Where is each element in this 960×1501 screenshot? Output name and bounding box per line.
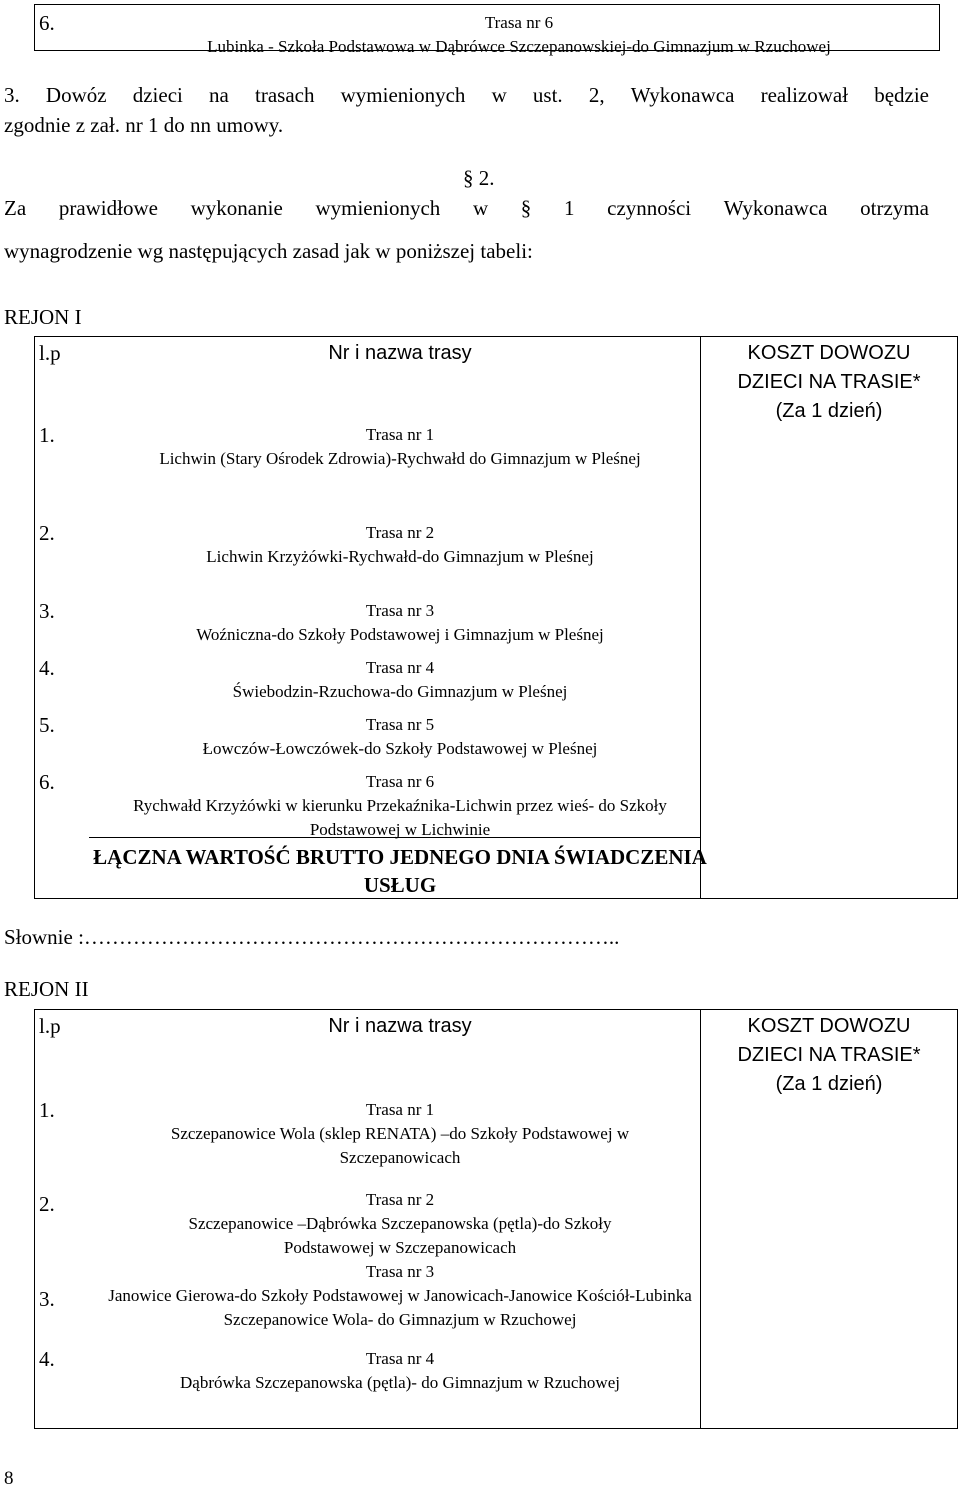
paragraph-word: wymienionych	[340, 83, 466, 107]
route-name: Szczepanowice –Dąbrówka Szczepanowska (pętla)-do Szkoły Podstawowej w Szczepanowicach	[188, 1214, 612, 1257]
route-title	[99, 11, 939, 59]
route-name: Lubinka - Szkoła Podstawowa w Dąbrówce Szczepanowskiej-do Gimnazjum w Rzuchowej	[207, 37, 831, 56]
route-name: Woźniczna-do Szkoły Podstawowej i Gimnazjum w Pleśnej	[196, 625, 604, 644]
header-lp: l.p	[39, 341, 61, 365]
paragraph-word: Wykonawca	[630, 83, 735, 107]
total-label: ŁĄCZNA WARTOŚĆ BRUTTO JEDNEGO DNIA ŚWIADCZENIA USŁUG	[93, 845, 707, 897]
paragraph-3-line-1	[4, 80, 929, 110]
section-heading: § 2.	[463, 166, 495, 190]
section-2-text	[4, 193, 929, 266]
route-cell	[89, 713, 711, 761]
region-2-title: REJON II	[4, 977, 89, 1001]
paragraph-word: trasach	[255, 83, 315, 107]
row-number: 3.	[39, 1287, 55, 1311]
section-2-line-2: wynagrodzenie wg następujących zasad jak w poniższej tabeli:	[4, 239, 533, 263]
route-label: Trasa nr 1	[365, 1100, 435, 1119]
header-cost-line-3: (Za 1 dzień)	[775, 1073, 883, 1095]
route-name: Świebodzin-Rzuchowa-do Gimnazjum w Pleśnej	[232, 682, 568, 701]
row-number: 4.	[39, 1347, 55, 1371]
row-number: 1.	[39, 1098, 55, 1122]
row-number: 1.	[39, 423, 55, 447]
route-cell	[89, 656, 711, 704]
header-cost-line-1: KOSZT DOWOZU	[747, 1015, 911, 1037]
row-number: 2.	[39, 521, 55, 545]
route-label: Trasa nr 4	[365, 658, 435, 677]
amount-in-words: Słownie :…………………………………………………………………..	[4, 925, 620, 949]
paragraph-word: będzie	[874, 83, 929, 107]
route-cell	[89, 599, 711, 647]
section-word: wykonanie	[190, 196, 283, 220]
section-word: §	[520, 196, 532, 220]
route-cell	[89, 521, 711, 569]
header-lp: l.p	[39, 1014, 61, 1038]
route-cell	[89, 1260, 711, 1332]
header-route-name: Nr i nazwa trasy	[328, 1015, 472, 1037]
route-label: Trasa nr 1	[365, 425, 435, 444]
header-cost-line-2: DZIECI NA TRASIE*	[737, 371, 921, 393]
paragraph-word: Dowóz	[45, 83, 107, 107]
route-name: Janowice Gierowa-do Szkoły Podstawowej w Janowicach-Janowice Kościół-Lubinka Szczepanowice Wola- do Gimnazjum w Rzuchowej	[108, 1286, 692, 1329]
section-word: 1	[563, 196, 575, 220]
section-2-line-1	[4, 193, 929, 223]
row-number: 3.	[39, 599, 55, 623]
row-number: 5.	[39, 713, 55, 737]
header-cost-line-1: KOSZT DOWOZU	[747, 342, 911, 364]
section-word: wymienionych	[315, 196, 441, 220]
route-label: Trasa nr 5	[365, 715, 435, 734]
route-name: Dąbrówka Szczepanowska (pętla)- do Gimnazjum w Rzuchowej	[180, 1373, 620, 1392]
section-word: czynności	[607, 196, 692, 220]
section-word: prawidłowe	[58, 196, 158, 220]
route-cell	[89, 1098, 711, 1170]
header-cost-line-3: (Za 1 dzień)	[775, 400, 883, 422]
header-cost	[701, 1012, 957, 1099]
total-divider	[89, 837, 701, 838]
region-2-table	[34, 1009, 958, 1429]
route-name: Szczepanowice Wola (sklep RENATA) –do Szkoły Podstawowej w Szczepanowicach	[170, 1124, 630, 1167]
paragraph-word: dzieci	[132, 83, 183, 107]
section-word: otrzyma	[860, 196, 929, 220]
route-name: Rychwałd Krzyżówki w kierunku Przekaźnika-Lichwin przez wieś- do Szkoły Podstawowej w Lichwinie	[133, 796, 667, 839]
row-number: 6.	[39, 770, 55, 794]
region-1-table	[34, 336, 958, 899]
route-label: Trasa nr 6	[484, 13, 554, 32]
paragraph-3	[4, 80, 929, 140]
route-cell	[89, 1188, 711, 1260]
section-word: w	[472, 196, 489, 220]
region-1-title: REJON I	[4, 305, 82, 329]
route-cell	[89, 423, 711, 471]
header-cost	[701, 339, 957, 426]
route-name: Łowczów-Łowczówek-do Szkoły Podstawowej w Pleśnej	[202, 739, 598, 758]
route-label: Trasa nr 2	[365, 1190, 435, 1209]
row-number: 4.	[39, 656, 55, 680]
page-number: 8	[4, 1468, 14, 1489]
paragraph-word: 3.	[4, 83, 20, 107]
row-number: 2.	[39, 1192, 55, 1216]
route-label: Trasa nr 6	[365, 772, 435, 791]
route-name: Lichwin Krzyżówki-Rychwałd-do Gimnazjum w Pleśnej	[206, 547, 594, 566]
row-number: 6.	[39, 11, 55, 35]
section-word: Wykonawca	[723, 196, 828, 220]
paragraph-word: realizował	[760, 83, 849, 107]
paragraph-word: w	[491, 83, 507, 107]
header-route-name: Nr i nazwa trasy	[328, 342, 472, 364]
paragraph-word: na	[209, 83, 229, 107]
route-label: Trasa nr 2	[365, 523, 435, 542]
paragraph-3-line-2: zgodnie z zał. nr 1 do nn umowy.	[4, 113, 284, 137]
route-label: Trasa nr 3	[365, 601, 435, 620]
route-cell	[89, 1347, 711, 1395]
route-label: Trasa nr 4	[365, 1349, 435, 1368]
section-word: Za	[4, 196, 27, 220]
route-cell	[89, 770, 711, 842]
header-cost-line-2: DZIECI NA TRASIE*	[737, 1044, 921, 1066]
route-name: Lichwin (Stary Ośrodek Zdrowia)-Rychwałd do Gimnazjum w Pleśnej	[159, 449, 641, 468]
route-6-box-region-2	[34, 4, 940, 56]
route-label: Trasa nr 3	[365, 1262, 435, 1281]
paragraph-word: ust.	[532, 83, 563, 107]
paragraph-word: 2,	[588, 83, 605, 107]
